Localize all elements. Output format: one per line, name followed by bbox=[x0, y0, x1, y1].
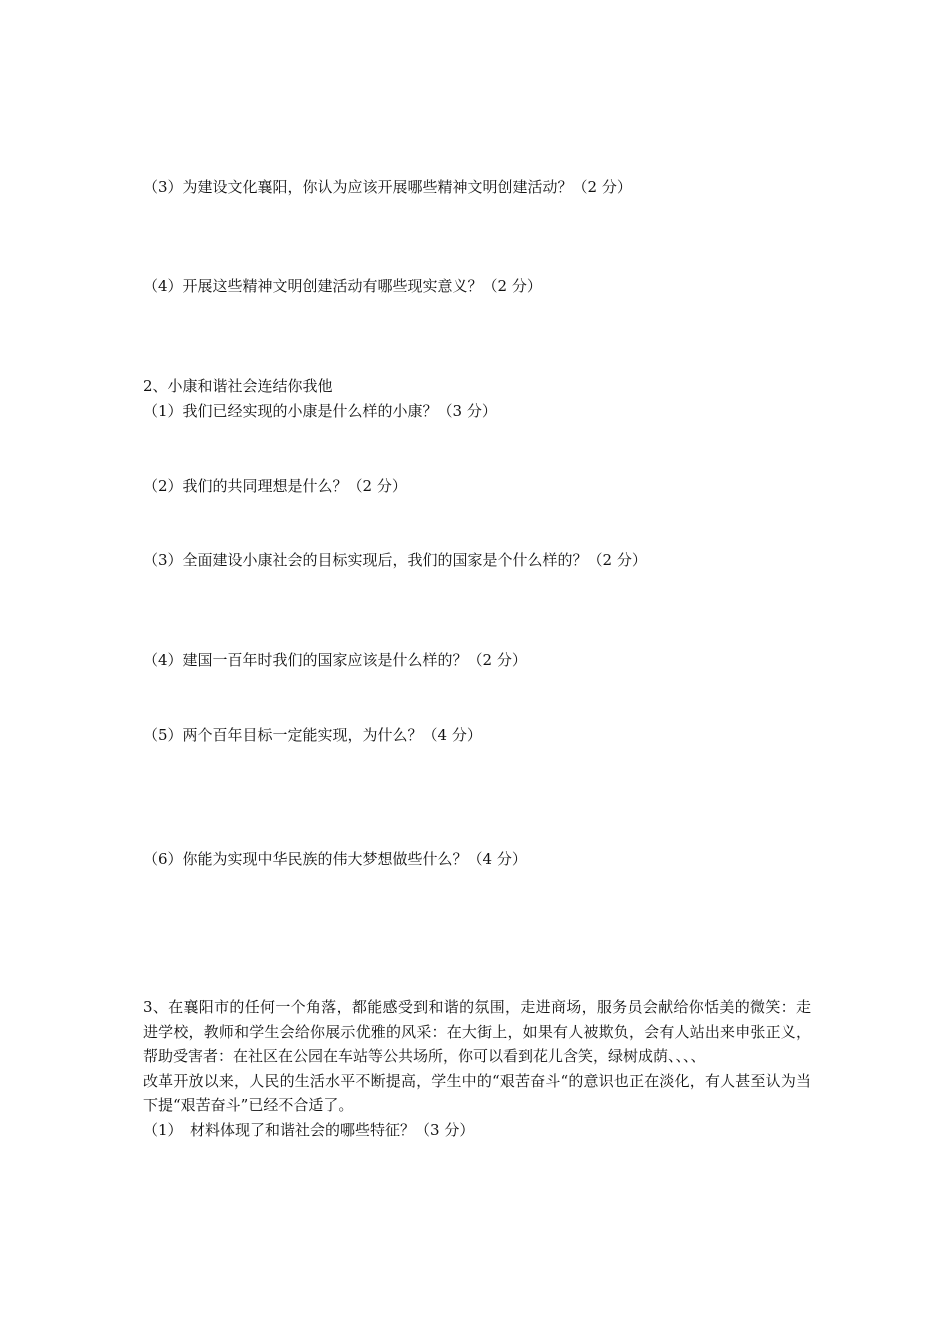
question-1-3: （3）为建设文化襄阳，你认为应该开展哪些精神文明创建活动？（2 分） bbox=[143, 178, 632, 196]
question-2-1: （1）我们已经实现的小康是什么样的小康？（3 分） bbox=[143, 402, 497, 420]
question-2-6: （6）你能为实现中华民族的伟大梦想做些什么？（4 分） bbox=[143, 850, 527, 868]
section-2-heading: 2、小康和谐社会连结你我他 bbox=[143, 377, 333, 395]
question-2-5: （5）两个百年目标一定能实现，为什么？（4 分） bbox=[143, 726, 482, 744]
question-1-4: （4）开展这些精神文明创建活动有哪些现实意义？（2 分） bbox=[143, 277, 542, 295]
question-2-2: （2）我们的共同理想是什么？（2 分） bbox=[143, 477, 407, 495]
section-3-material bbox=[143, 995, 811, 1142]
question-2-3: （3）全面建设小康社会的目标实现后，我们的国家是个什么样的？（2 分） bbox=[143, 551, 647, 569]
question-3-1: （1） 材料体现了和谐社会的哪些特征？（3 分） bbox=[143, 1120, 475, 1139]
material-paragraph-1: 3、在襄阳市的任何一个角落，都能感受到和谐的氛围，走进商场，服务员会献给你恬美的微笑：走进学校，教师和学生会给你展示优雅的风采：在大街上，如果有人被欺负，会有人站出来申张正义，帮助受害者：在社区在公园在车站等公共场所，你可以看到花儿含笑，绿树成荫、、、、 bbox=[143, 998, 811, 1065]
material-paragraph-2: 改革开放以来，人民的生活水平不断提高，学生中的“艰苦奋斗“的意识也正在淡化，有人甚至认为当下提“艰苦奋斗”已经不合适了。 bbox=[143, 1071, 811, 1114]
question-2-4: （4）建国一百年时我们的国家应该是什么样的？（2 分） bbox=[143, 651, 527, 669]
